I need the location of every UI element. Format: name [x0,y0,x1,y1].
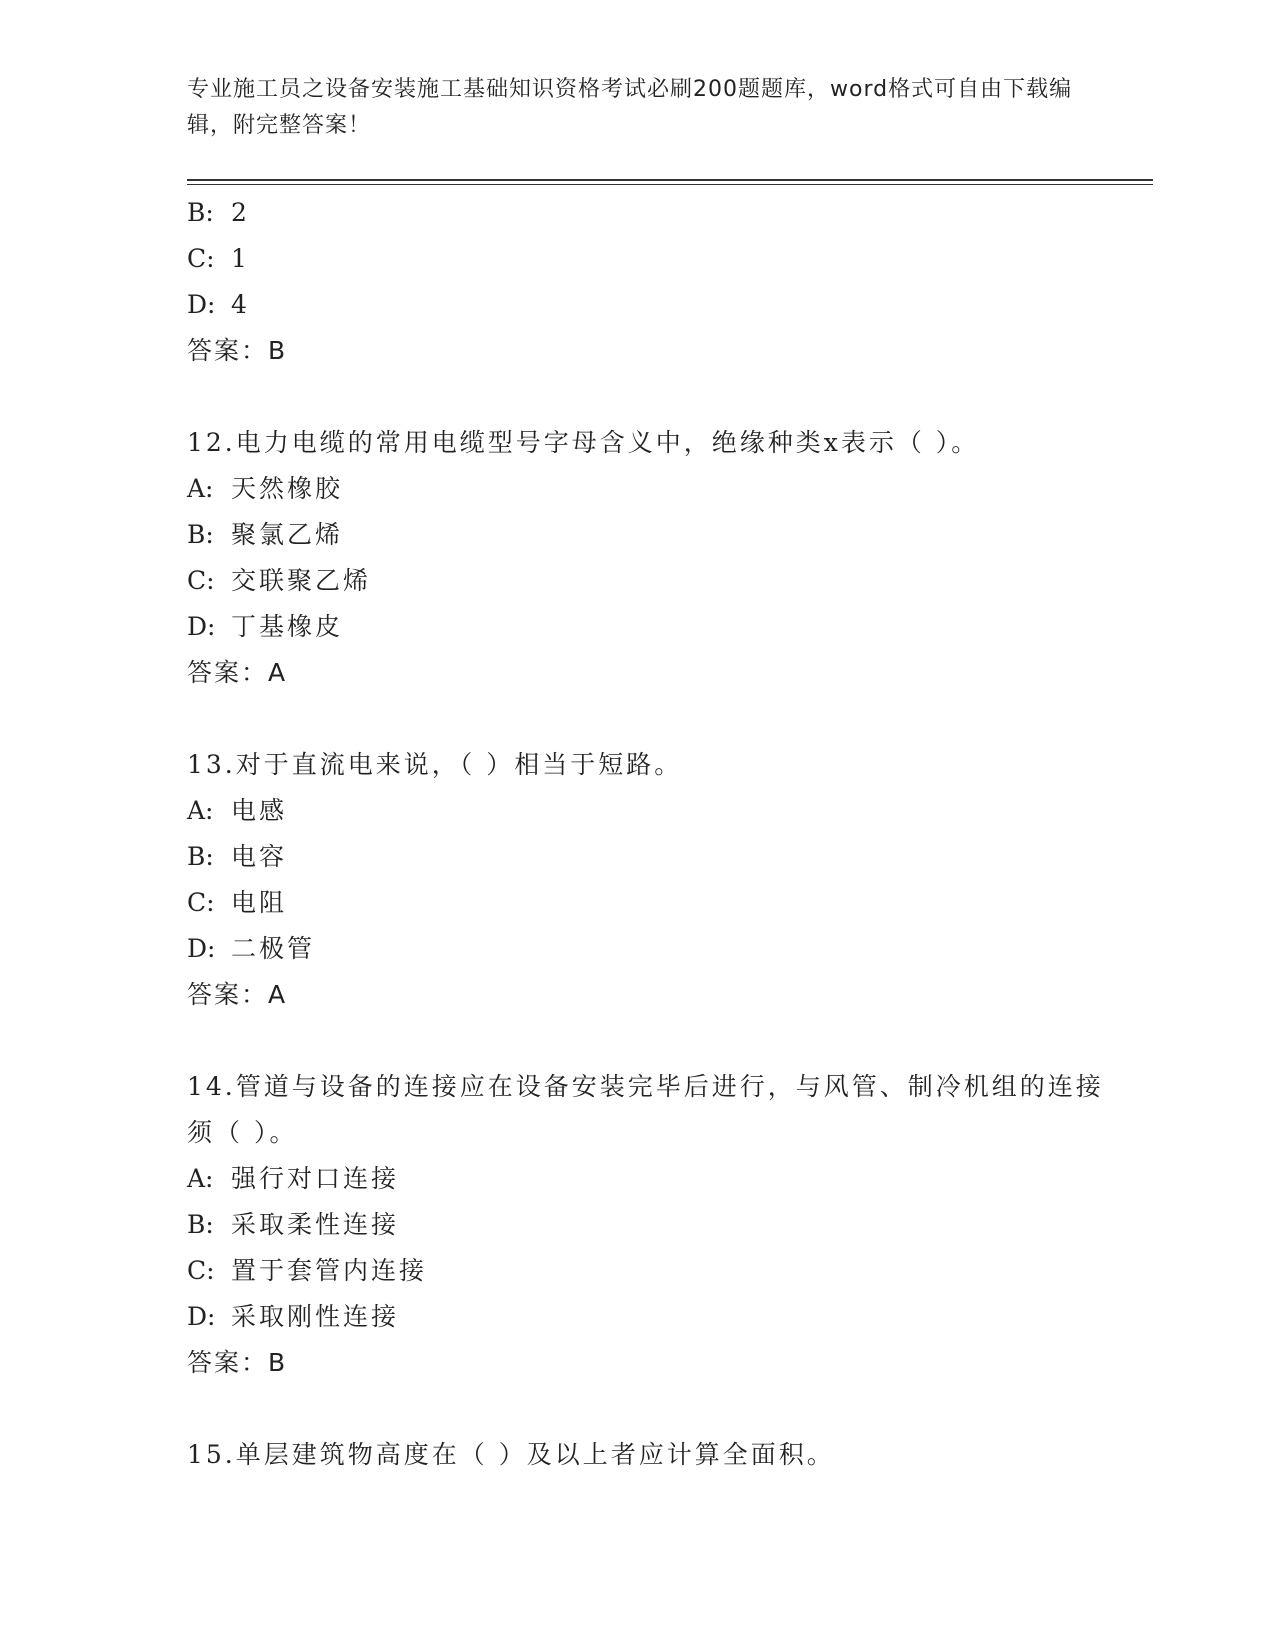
option-a: A: 强行对口连接 [187,1164,400,1193]
question-stem: 12.电力电缆的常用电缆型号字母含义中，绝缘种类x表示（ ）。 [187,428,980,457]
question-stem: 15.单层建筑物高度在（ ）及以上者应计算全面积。 [187,1440,835,1469]
question-stem: 13.对于直流电来说，（ ）相当于短路。 [187,750,683,779]
option-c: C: 置于套管内连接 [187,1256,428,1285]
option-d: D: 采取刚性连接 [187,1302,400,1331]
question-13 [187,742,1107,1018]
option-b: B: 2 [187,198,250,227]
option-c: C: 电阻 [187,888,288,917]
option-d: D: 丁基橡皮 [187,612,344,641]
option-c: C: 交联聚乙烯 [187,566,372,595]
option-a: A: 天然橡胶 [187,474,344,503]
header-divider-thin [187,184,1153,185]
answer-line: 答案：B [187,336,288,365]
answer-line: 答案：B [187,1348,288,1377]
question-stem: 14.管道与设备的连接应在设备安装完毕后进行，与风管、制冷机组的连接须（ ）。 [187,1072,1104,1147]
question-15 [187,1432,1107,1478]
question-12 [187,420,1107,696]
option-a: A: 电感 [187,796,288,825]
option-d: D: 二极管 [187,934,316,963]
option-c: C: 1 [187,244,250,273]
header-divider [187,179,1153,181]
question-14 [187,1064,1107,1386]
question-list [187,190,1107,1478]
document-header: 专业施工员之设备安装施工基础知识资格考试必刷200题题库，word格式可自由下载编辑，附完整答案！ [187,77,1073,138]
previous-question-tail [187,190,1107,374]
option-b: B: 采取柔性连接 [187,1210,400,1239]
option-b: B: 电容 [187,842,288,871]
option-d: D: 4 [187,290,250,319]
answer-line: 答案：A [187,658,288,687]
option-b: B: 聚氯乙烯 [187,520,344,549]
answer-line: 答案：A [187,980,288,1009]
